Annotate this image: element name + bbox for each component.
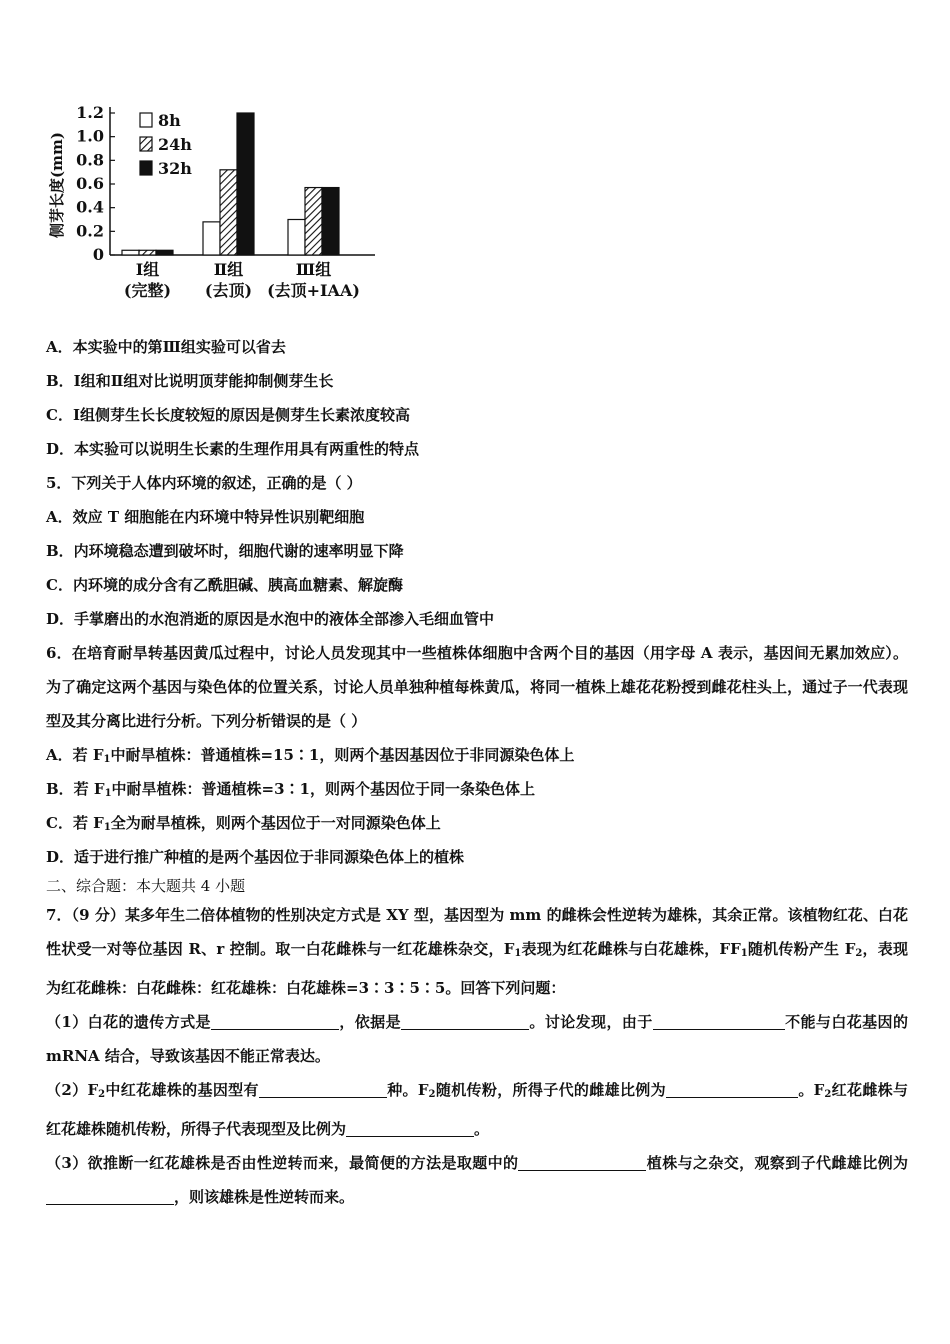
y-tick-label: 0.4 — [76, 197, 104, 217]
q4-option-a: A．本实验中的第Ⅲ组实验可以省去 — [46, 338, 286, 356]
q6-option-c: C．若 $F_1$全为耐旱植株，则两个基因位于一对同源染色体上 — [46, 814, 441, 833]
answer-blank[interactable] — [346, 1118, 474, 1137]
x-category-label: Ⅱ组 — [213, 260, 244, 279]
chart-bars — [122, 113, 339, 255]
chart-legend — [140, 111, 192, 178]
bar — [156, 250, 173, 255]
q7-sub1: （1）白花的遗传方式是 ，依据是 。讨论发现，由于 不能与白花基因的 mRNA 结合，导致该基因不能正常表达。 — [46, 1013, 908, 1065]
q5-option-d: D．手掌磨出的水泡消逝的原因是水泡中的液体全部渗入毛细血管中 — [46, 610, 495, 628]
q6-stem: 6．在培育耐旱转基因黄瓜过程中，讨论人员发现其中一些植株体细胞中含两个目的基因（用字母 A 表示，基因间无累加效应）。为了确定这两个基因与染色体的位置关系，讨论人员单独种植每株黄瓜，将同一植株上雄花花粉授到雌花柱头上，通过子一代表现型及其分离比进行分析。下列分析错误的是（ ） — [46, 644, 908, 730]
bar — [305, 188, 322, 255]
x-category-sublabel: (完整) — [123, 281, 172, 300]
answer-blank[interactable] — [259, 1079, 387, 1098]
y-tick-label: 0.2 — [76, 221, 104, 241]
bar — [203, 222, 220, 255]
y-axis-ticks — [76, 103, 115, 264]
q7-stem: 7．（9 分）某多年生二倍体植物的性别决定方式是 XY 型，基因型为 mm 的雌株会性逆转为雄株，其余正常。该植物红花、白花性状受一对等位基因 R、r 控制。取一白花雌株与一红花雄株杂交，$F_1$表现为红花雌株与白花雄株，$FF_1$随机传粉产生 $F_2$，表现为红花雌株：白花雌株：红花雄株：白花雄株=3∶3∶5∶5。回答下列问题： — [46, 906, 908, 997]
answer-blank[interactable] — [666, 1079, 798, 1098]
legend-label: 32h — [158, 159, 192, 178]
q5-option-c: C．内环境的成分含有乙酰胆碱、胰高血糖素、解旋酶 — [46, 576, 403, 594]
bar-chart — [40, 95, 390, 315]
q4-option-b: B．Ⅰ组和Ⅱ组对比说明顶芽能抑制侧芽生长 — [46, 372, 334, 390]
q5-option-b: B．内环境稳态遭到破坏时，细胞代谢的速率明显下降 — [46, 542, 404, 560]
legend-swatch — [140, 137, 152, 151]
y-tick-label: 1.2 — [76, 103, 104, 122]
answer-blank[interactable] — [211, 1011, 339, 1030]
q7-sub3: （3）欲推断一红花雄株是否由性逆转而来，最简便的方法是取题中的 植株与之杂交，观察到子代雌雄比例为，则该雄株是性逆转而来。 — [46, 1154, 908, 1206]
y-tick-label: 0.8 — [76, 150, 104, 170]
q6-option-a: A．若 $F_1$中耐旱植株：普通植株=15∶1，则两个基因基因位于非同源染色体上 — [46, 746, 575, 765]
q4-option-c: C．Ⅰ组侧芽生长长度较短的原因是侧芽生长素浓度较高 — [46, 406, 410, 424]
section-heading: 二、综合题：本大题共 4 小题 — [46, 877, 246, 895]
q6-option-d: D．适于进行推广种植的是两个基因位于非同源染色体上的植株 — [46, 848, 465, 866]
q7-sub2: $(2)F_2$中红花雄株的基因型有 种。$F_2$随机传粉，所得子代的雌雄比例为 。$F_2$红花雌株与红花雄株随机传粉，所得子代表现型及比例为 。 — [46, 1081, 909, 1138]
x-category-label: Ⅲ组 — [295, 260, 332, 279]
bar — [322, 188, 339, 255]
answer-blank[interactable] — [653, 1011, 785, 1030]
y-axis-label: 侧芽长度(mm) — [48, 132, 66, 238]
answer-blank[interactable] — [46, 1186, 174, 1205]
legend-swatch — [140, 161, 152, 175]
q4-option-d: D．本实验可以说明生长素的生理作用具有两重性的特点 — [46, 440, 420, 458]
bar — [237, 113, 254, 255]
bar — [122, 250, 139, 255]
legend-label: 8h — [158, 111, 181, 130]
x-category-label: Ⅰ组 — [135, 260, 160, 279]
bar — [288, 220, 305, 256]
answer-blank[interactable] — [518, 1152, 646, 1171]
legend-swatch — [140, 113, 152, 127]
answer-blank[interactable] — [401, 1011, 529, 1030]
q5-stem: 5．下列关于人体内环境的叙述，正确的是（ ） — [46, 474, 362, 492]
q6-option-b: B．若 $F_1$中耐旱植株：普通植株=3∶1，则两个基因位于同一条染色体上 — [46, 780, 535, 799]
x-axis-categories — [124, 260, 360, 300]
y-tick-label: 0 — [92, 245, 104, 264]
bar — [139, 250, 156, 255]
legend-label: 24h — [158, 135, 192, 154]
y-tick-label: 1.0 — [76, 126, 104, 146]
y-tick-label: 0.6 — [76, 174, 104, 193]
question-content — [46, 330, 908, 1214]
q5-option-a: A．效应 T 细胞能在内环境中特异性识别靶细胞 — [46, 508, 365, 526]
x-category-sublabel: (去顶+IAA) — [267, 281, 360, 300]
bar — [220, 170, 237, 255]
x-category-sublabel: (去顶) — [204, 281, 253, 300]
